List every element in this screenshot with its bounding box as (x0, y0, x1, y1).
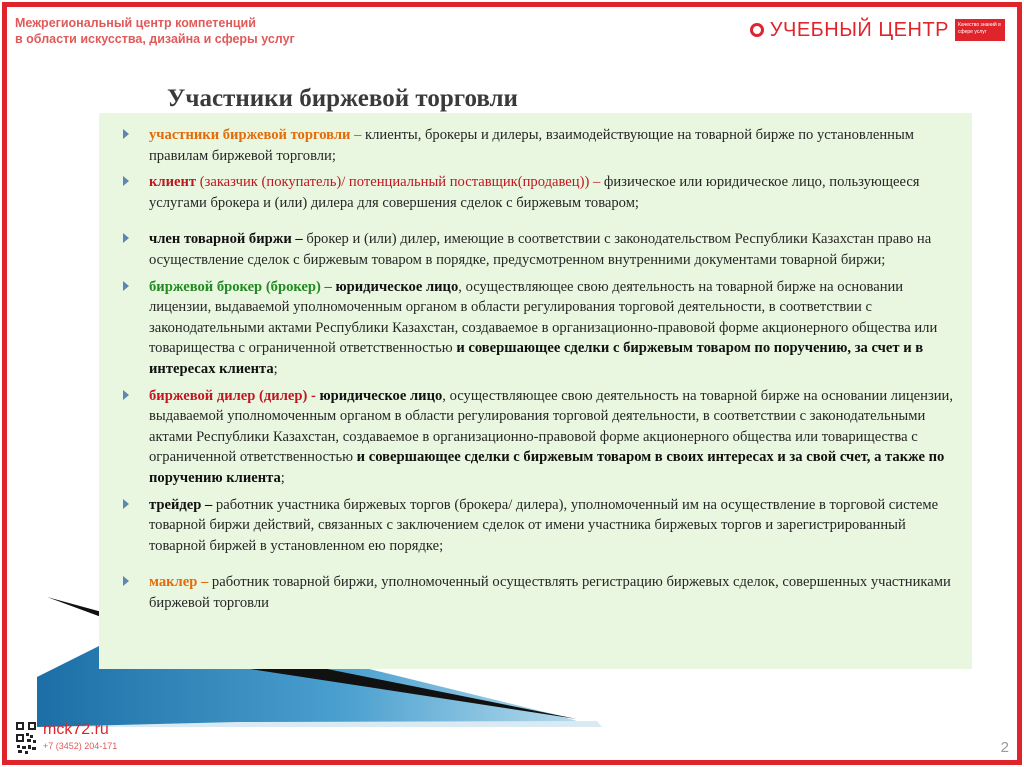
footer-website: mck72.ru (43, 721, 109, 738)
term-label: биржевой брокер (брокер) – (149, 278, 332, 295)
term-emphasis: юридическое лицо (331, 278, 459, 295)
slide-title: Участники биржевой торговли (167, 85, 518, 112)
term-emphasis: и совершающее сделки с биржевым товаром в своих интересах и за свой счет, а также по поручению клиента (149, 449, 945, 486)
term-label: маклер – (149, 574, 209, 591)
term-definition: клиенты, брокеры и дилеры, взаимодействующие на товарной бирже по установленным правилам биржевой торговли; (149, 127, 915, 164)
bullet-arrow-icon (123, 281, 129, 291)
bullet-arrow-icon (123, 176, 129, 186)
qr-code-icon (15, 721, 37, 755)
term-emphasis: юридическое лицо (315, 387, 443, 404)
term-label: биржевой дилер (дилер) - (149, 387, 316, 404)
list-item (115, 495, 958, 557)
list-item (115, 386, 958, 489)
bullet-arrow-icon (123, 576, 129, 586)
bullet-arrow-icon (123, 390, 129, 400)
brand-circle-icon (750, 23, 764, 37)
term-label: член товарной биржи – (149, 231, 303, 248)
list-item (115, 172, 958, 213)
term-definition: , осуществляющее свою деятельность на товарной бирже на основании лицензии, выдаваемой уполномоченным органом в области регулирования торговой деятельности, в соответствии с законодательными актами Республики Казахстан, создаваемое в организационно-правовой форме акционерного общества или товарищества с ограниченной ответственностью (149, 387, 954, 466)
term-definition: брокер и (или) дилер, имеющие в соответствии с законодательством Республики Казахстан право на осуществление сделок с биржевым товаром в порядке, предусмотренном внутренними документами товарной биржи; (149, 231, 932, 268)
org-name-line1: Межрегиональный центр компетенций (15, 16, 256, 30)
term-emphasis: и совершающее сделки с биржевым товаром по поручению, за счет и в интересах клиента (149, 340, 924, 377)
org-name (15, 15, 335, 47)
brand-tagline: Качество знаний в сфере услуг (955, 19, 1005, 41)
brand-text: УЧЕБНЫЙ ЦЕНТР (769, 18, 949, 41)
list-item (115, 277, 958, 380)
term-definition: физическое или юридическое лицо, пользующееся услугами брокера и (или) дилера для совершения сделок с биржевым товаром; (149, 174, 920, 211)
slide-frame (2, 2, 1022, 765)
footer-phone: +7 (3452) 204-171 (43, 741, 118, 751)
term-qualifier: (заказчик (покупатель)/ потенциальный поставщик(продавец)) – (196, 174, 601, 191)
bullet-arrow-icon (123, 233, 129, 243)
org-name-line2: в области искусства, дизайна и сферы услуг (15, 32, 295, 46)
list-item (115, 572, 958, 613)
term-ending: ; (280, 469, 285, 486)
term-definition: работник участника биржевых торгов (брокера/ дилера), уполномоченный им на осуществление в торговой системе товарной биржи действий, связанных с заключением сделок от имени участника биржевых торгов и зарегистрированный товарной биржей в установленном ею порядке; (149, 496, 939, 554)
brand-logo (750, 15, 1005, 45)
content-panel (99, 113, 972, 669)
term-definition: , осуществляющее свою деятельность на товарной бирже на основании лицензии, выдаваемой уполномоченным органом в области регулирования торговой деятельности, в соответствии с законодательными актами Республики Казахстан, создаваемое в организационно-правовой форме акционерного общества или товарищества с ограниченной ответственностью (149, 278, 938, 357)
term-label: трейдер – (149, 496, 213, 513)
term-ending: ; (273, 360, 278, 377)
bullet-arrow-icon (123, 499, 129, 509)
term-definition: работник товарной биржи, уполномоченный осуществлять регистрацию биржевых сделок, совершенных участниками биржевой торговли (149, 574, 951, 611)
page-number: 2 (1000, 739, 1009, 756)
list-item (115, 125, 958, 166)
list-item (115, 229, 958, 270)
bullet-arrow-icon (123, 129, 129, 139)
term-label: клиент (149, 174, 197, 191)
term-label: участники биржевой торговли – (149, 127, 362, 143)
